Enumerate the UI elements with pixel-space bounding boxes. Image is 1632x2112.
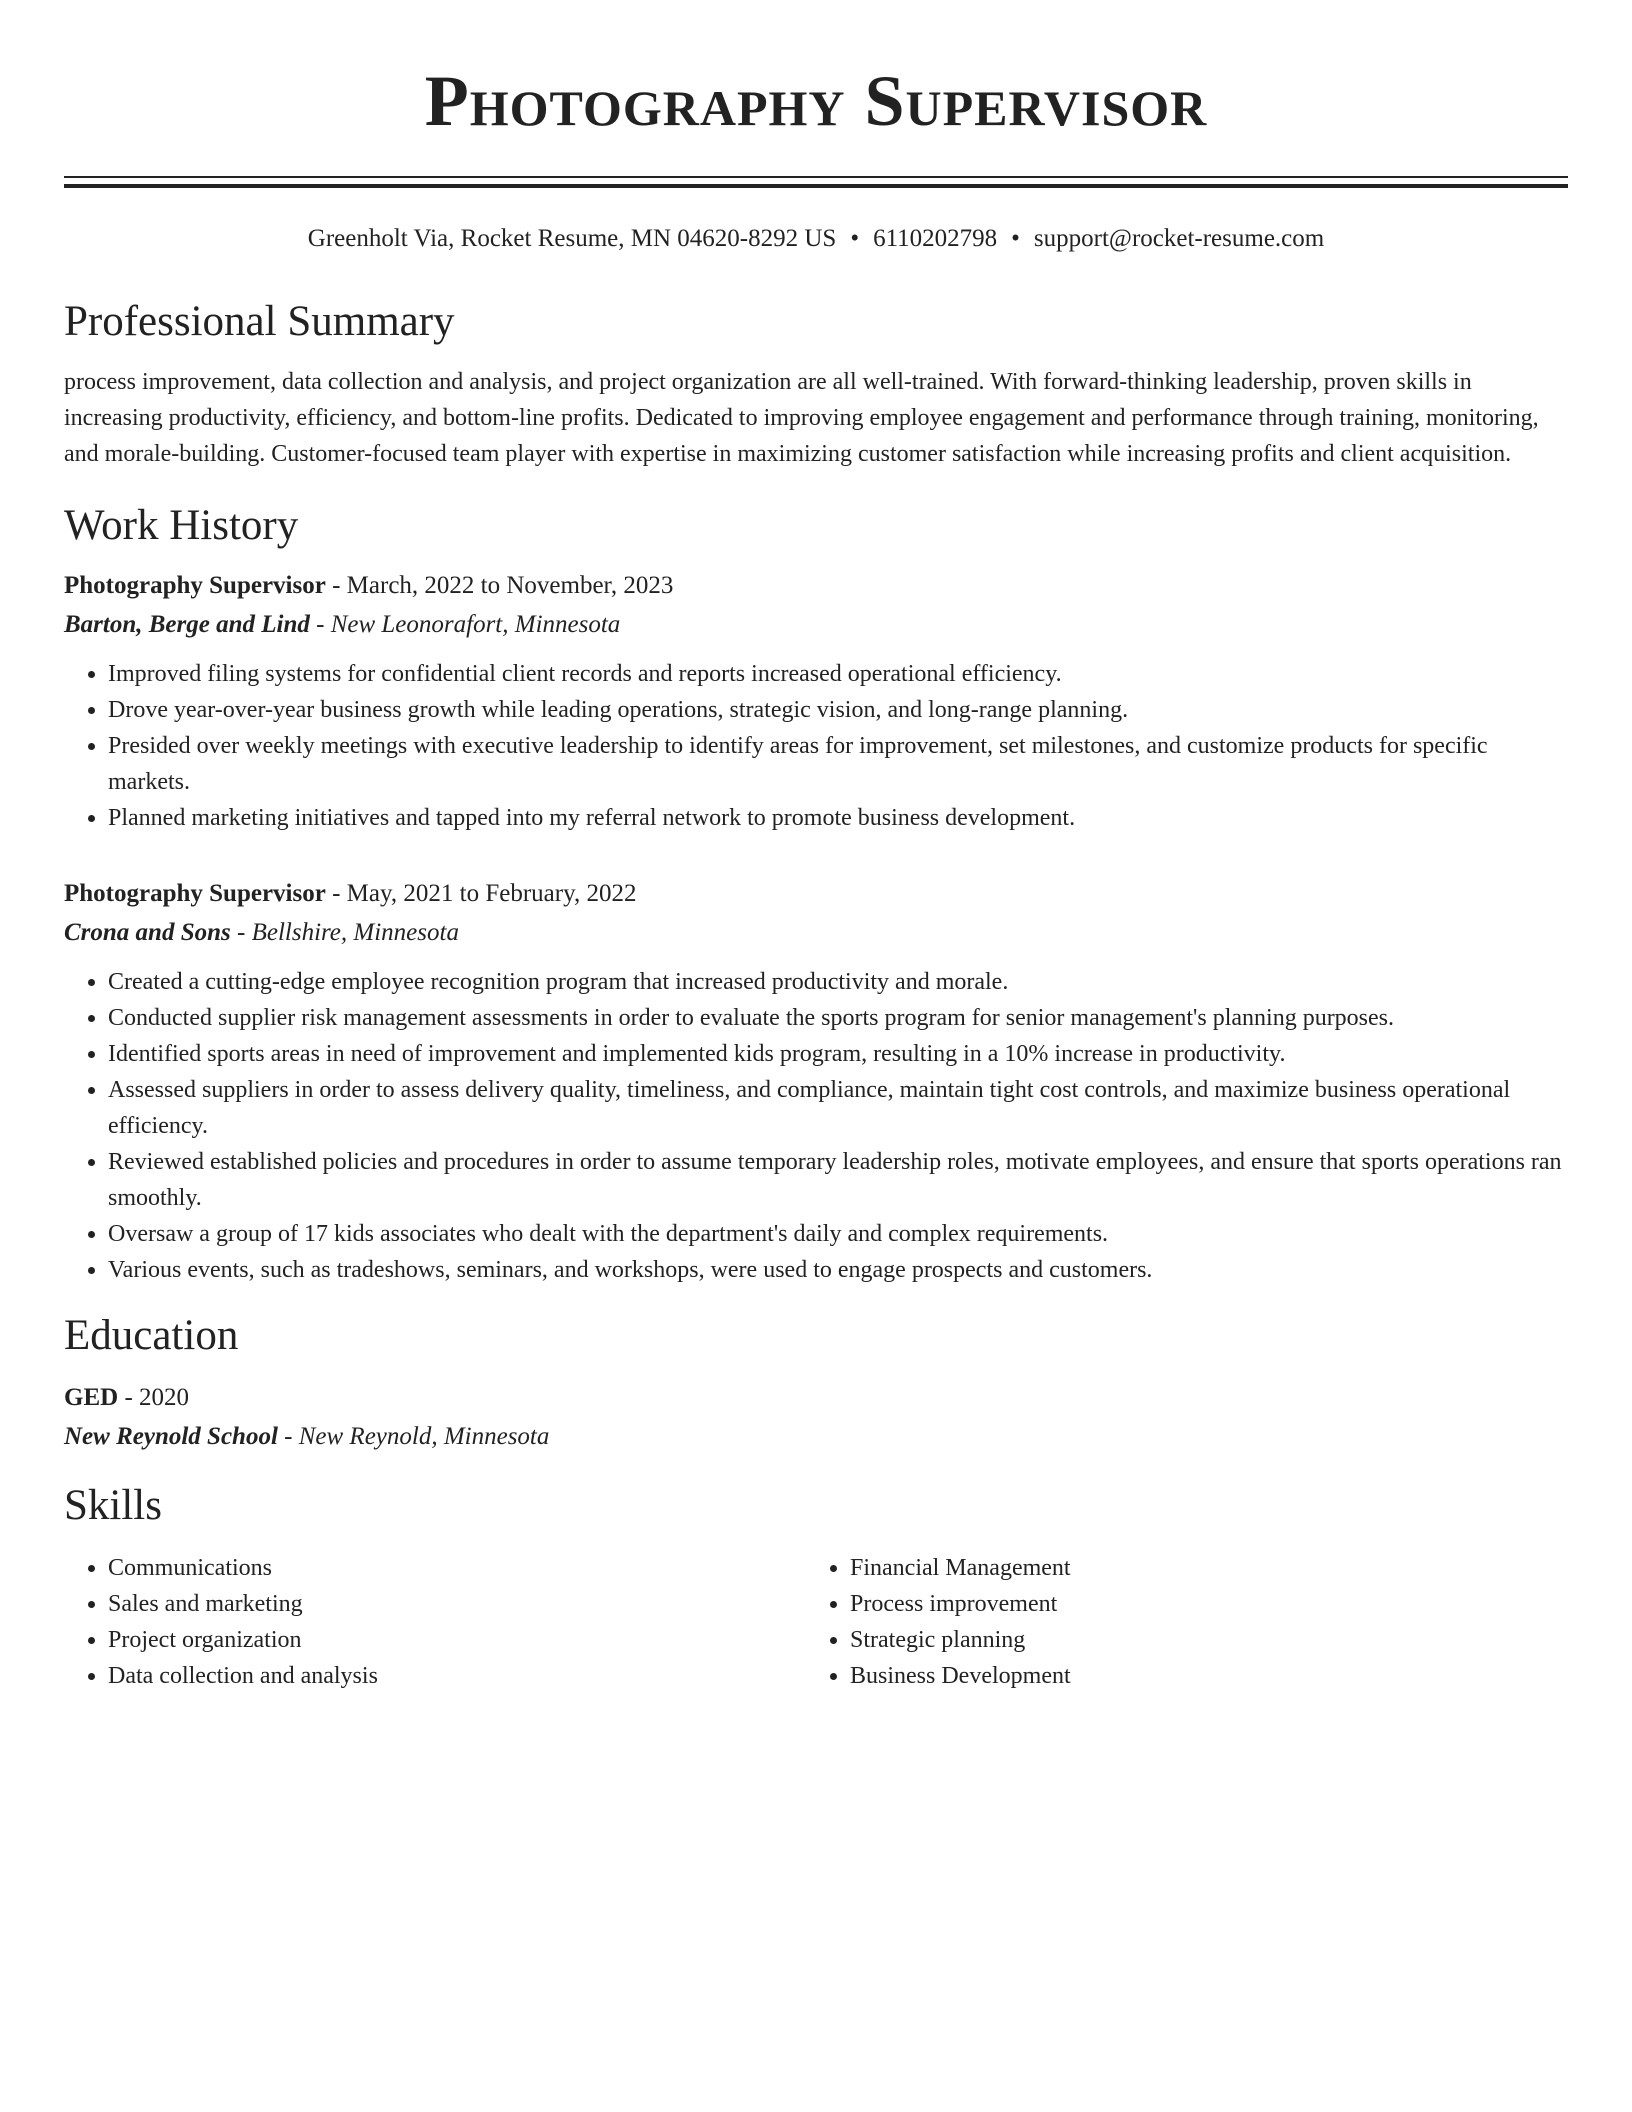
skill-item: • Process improvement (850, 1586, 1568, 1622)
section-title-skills: Skills (64, 1482, 162, 1529)
education-location: - New Reynold, Minnesota (277, 1423, 550, 1450)
education-year: - 2020 (118, 1384, 190, 1411)
contact-address: Greenholt Via, Rocket Resume, MN 04620-8292 US (307, 225, 837, 252)
job-company-line (64, 913, 1568, 952)
skill-item: • Project organization (108, 1622, 806, 1658)
job-bullet: • Created a cutting-edge employee recognition program that increased productivity and morale. (108, 964, 1568, 1000)
resume-name: Photography Supervisor (424, 61, 1208, 141)
job-title-line (64, 874, 1568, 913)
job-dates: - March, 2022 to November, 2023 (325, 572, 674, 599)
skills-list (64, 1550, 1568, 1694)
education-school: New Reynold School (64, 1423, 278, 1450)
job-location: - Bellshire, Minnesota (230, 919, 459, 946)
job-title-line (64, 566, 1568, 605)
education-degree-line (64, 1378, 1568, 1417)
job-bullet: • Reviewed established policies and procedures in order to assume temporary leadership roles, motivate employees, and ensure that sports operations ran smoothly. (108, 1144, 1568, 1216)
summary-text: process improvement, data collection and analysis, and project organization are all well-trained. With forward-thinking leadership, proven skills in increasing productivity, efficiency, and bottom-line profits. Dedicated to improving employee engagement and performance through training, monitoring, and morale-building. Customer-focused team player with expertise in maximizing customer satisfaction while increasing profits and client acquisition. (64, 369, 1539, 467)
job-entry (64, 874, 1568, 1288)
section-title-work-history: Work History (64, 502, 299, 549)
contact-line (64, 222, 1568, 256)
skills-column-right (806, 1550, 1568, 1694)
job-bullet: • Improved filing systems for confidential client records and reports increased operational efficiency. (108, 656, 1568, 692)
skill-item: • Financial Management (850, 1550, 1568, 1586)
job-bullet: • Identified sports areas in need of improvement and implemented kids program, resulting in a 10% increase in productivity. (108, 1036, 1568, 1072)
job-bullets (64, 656, 1568, 836)
skill-item: • Strategic planning (850, 1622, 1568, 1658)
job-bullet: • Conducted supplier risk management assessments in order to evaluate the sports program for senior management's planning purposes. (108, 1000, 1568, 1036)
skill-item: • Business Development (850, 1658, 1568, 1694)
job-company: Crona and Sons (64, 919, 231, 946)
section-title-summary: Professional Summary (64, 298, 455, 345)
job-bullet: • Assessed suppliers in order to assess delivery quality, timeliness, and compliance, maintain tight cost controls, and maximize business operational efficiency. (108, 1072, 1568, 1144)
skill-item: • Data collection and analysis (108, 1658, 806, 1694)
section-title-education: Education (64, 1312, 239, 1359)
job-dates: - May, 2021 to February, 2022 (325, 880, 637, 907)
job-company: Barton, Berge and Lind (64, 611, 310, 638)
contact-separator: • (850, 225, 860, 252)
job-bullet: • Presided over weekly meetings with executive leadership to identify areas for improvement, set milestones, and customize products for specific markets. (108, 728, 1568, 800)
contact-email: support@rocket-resume.com (1033, 225, 1325, 252)
education-degree: GED (64, 1384, 119, 1411)
header-divider-thin (64, 176, 1568, 178)
education-entry (64, 1378, 1568, 1456)
skill-item: • Sales and marketing (108, 1586, 806, 1622)
contact-separator: • (1011, 225, 1020, 252)
job-bullet: • Oversaw a group of 17 kids associates who dealt with the department's daily and complex requirements. (108, 1216, 1568, 1252)
job-bullets (64, 964, 1568, 1288)
education-school-line (64, 1417, 1568, 1456)
contact-phone: 6110202798 (873, 225, 998, 252)
job-company-line (64, 605, 1568, 644)
job-role: Photography Supervisor (64, 572, 326, 599)
job-bullet: • Various events, such as tradeshows, seminars, and workshops, were used to engage prospects and customers. (108, 1252, 1568, 1288)
job-bullet: • Drove year-over-year business growth while leading operations, strategic vision, and long-range planning. (108, 692, 1568, 728)
job-role: Photography Supervisor (64, 880, 326, 907)
job-entry (64, 566, 1568, 836)
skills-column-left (64, 1550, 806, 1694)
skill-item: • Communications (108, 1550, 806, 1586)
header-divider-thick (64, 184, 1568, 188)
job-bullet: • Planned marketing initiatives and tapped into my referral network to promote business development. (108, 800, 1568, 836)
job-location: - New Leonorafort, Minnesota (309, 611, 621, 638)
